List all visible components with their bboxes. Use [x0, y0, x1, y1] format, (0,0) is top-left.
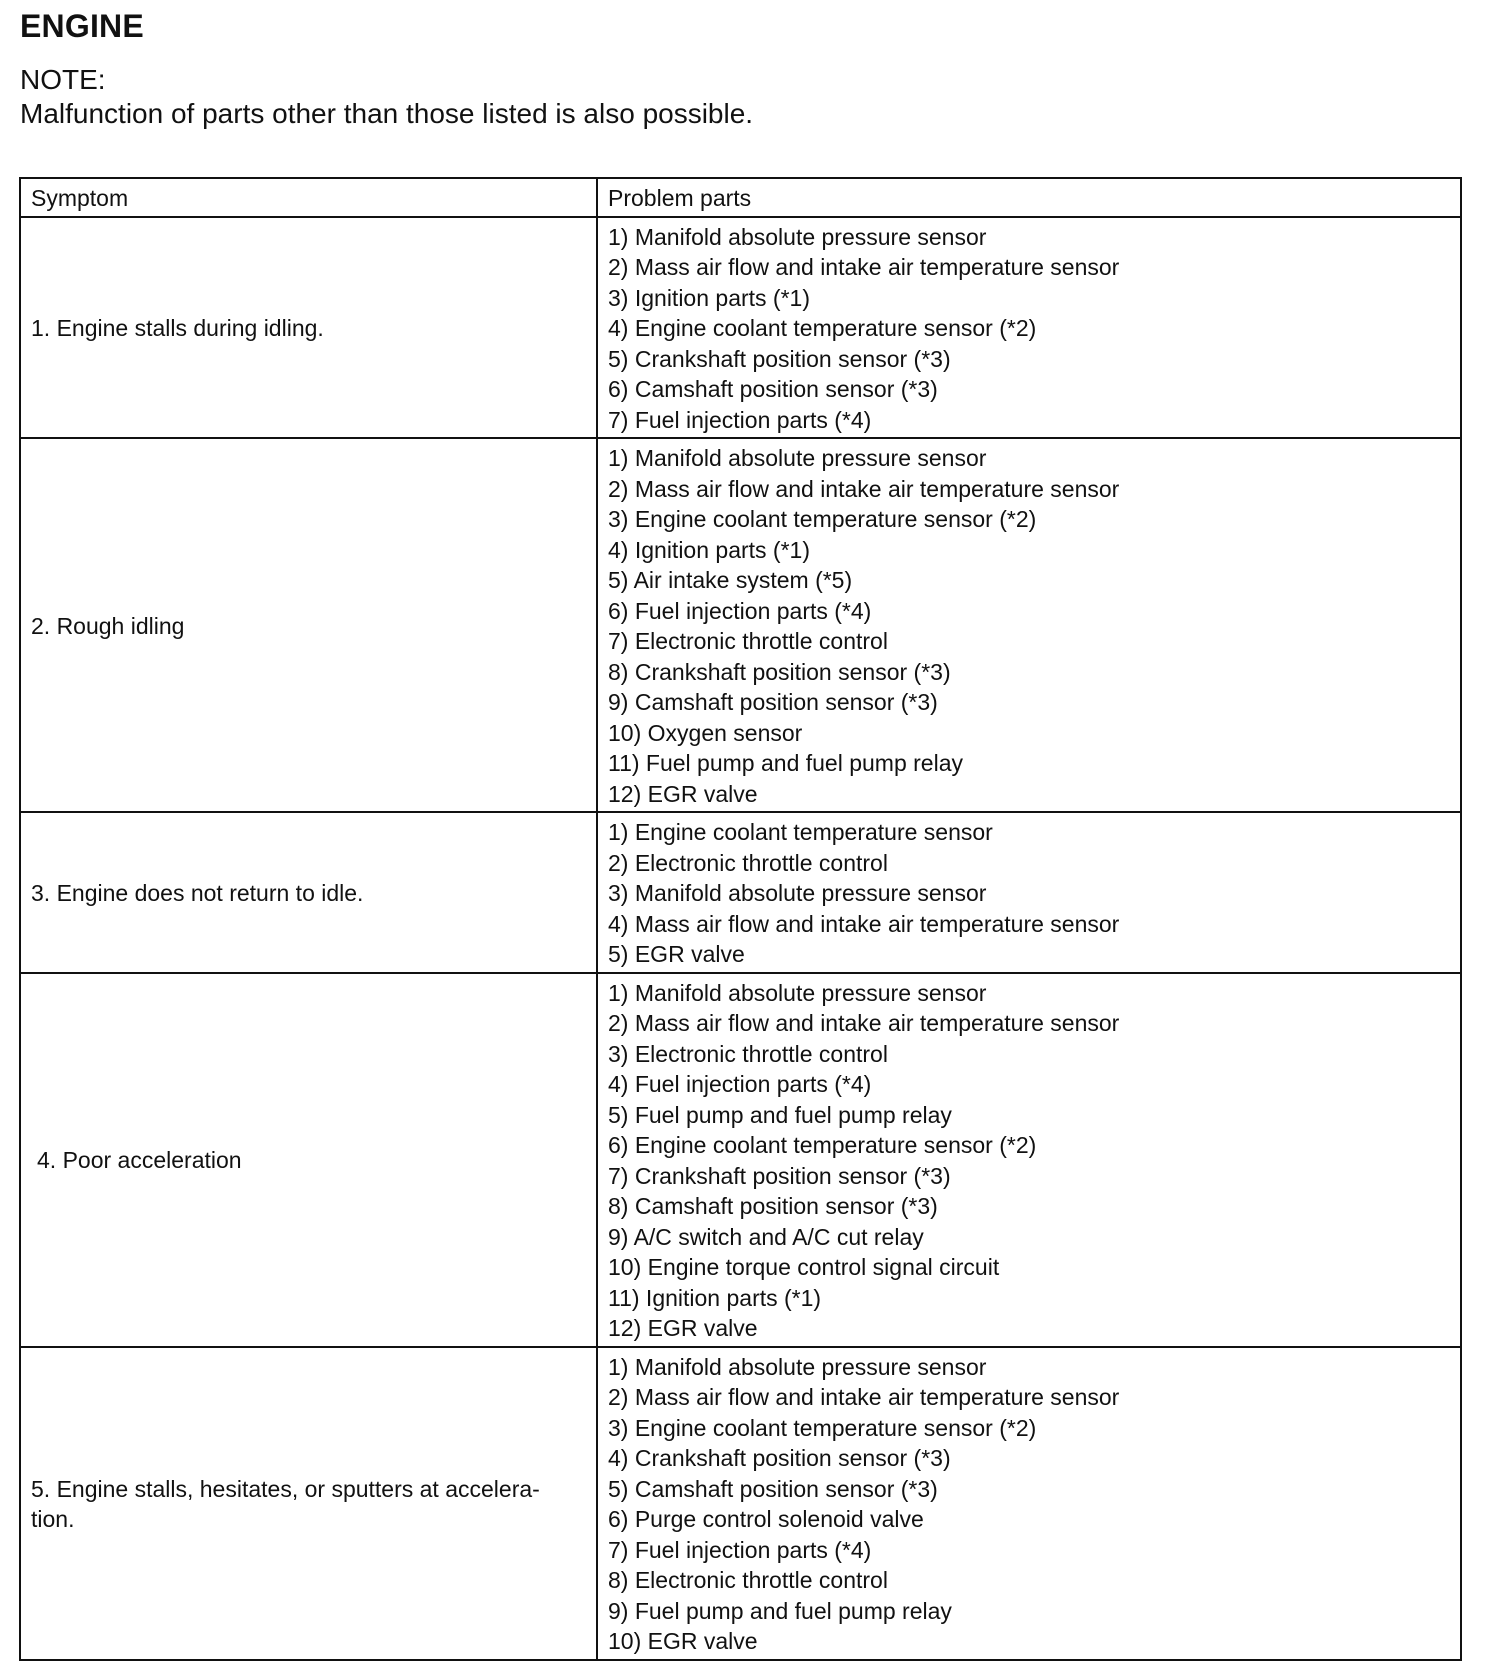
- problem-part-item: 2) Mass air flow and intake air temperature sensor: [608, 1010, 1120, 1036]
- problem-part-item: 4) Engine coolant temperature sensor (*2): [608, 315, 1037, 341]
- problem-part-item: 4) Crankshaft position sensor (*3): [608, 1445, 951, 1471]
- problem-part-item: 1) Manifold absolute pressure sensor: [608, 223, 987, 250]
- problem-part-item: 2) Electronic throttle control: [608, 849, 888, 876]
- problem-part-item: 2) Mass air flow and intake air temperature sensor: [608, 1384, 1120, 1410]
- problem-part-item: 10) EGR valve: [608, 1628, 758, 1654]
- note-text: Malfunction of parts other than those listed is also possible.: [20, 98, 754, 129]
- problem-part-item: 10) Oxygen sensor: [608, 719, 803, 746]
- problem-part-item: 11) Ignition parts (*1): [608, 1284, 822, 1311]
- problem-part-item: 8) Crankshaft position sensor (*3): [608, 658, 951, 685]
- table-row: [20, 812, 1461, 973]
- problem-part-item: 5) Crankshaft position sensor (*3): [608, 345, 951, 372]
- problem-parts-cell: [597, 812, 1461, 973]
- problem-part-item: 1) Manifold absolute pressure sensor: [608, 979, 987, 1006]
- problem-part-item: 7) Fuel injection parts (*4): [608, 1536, 872, 1563]
- symptom-cell: [20, 812, 597, 973]
- problem-part-item: 4) Mass air flow and intake air temperature sensor: [608, 910, 1120, 937]
- symptom-cell: [20, 217, 597, 439]
- problem-part-item: 7) Electronic throttle control: [608, 628, 888, 654]
- problem-part-item: 11) Fuel pump and fuel pump relay: [608, 750, 963, 776]
- symptom-cell: [20, 973, 597, 1347]
- problem-part-item: 6) Camshaft position sensor (*3): [608, 376, 938, 402]
- problem-part-item: 9) Fuel pump and fuel pump relay: [608, 1597, 952, 1624]
- symptom-text: 5. Engine stalls, hesitates, or sputters at accelera-: [31, 1475, 540, 1502]
- problem-parts-cell: [597, 1347, 1461, 1660]
- symptom-table: [19, 177, 1462, 1661]
- symptom-text: 1. Engine stalls during idling.: [31, 315, 324, 341]
- symptom-cell: [20, 1347, 597, 1660]
- problem-part-item: 8) Camshaft position sensor (*3): [608, 1193, 938, 1219]
- problem-parts-column-header: Problem parts: [597, 178, 1461, 217]
- problem-part-item: 9) Camshaft position sensor (*3): [608, 689, 938, 715]
- table-row: [20, 438, 1461, 812]
- problem-part-item: 3) Manifold absolute pressure sensor: [608, 880, 987, 906]
- table-header-row: [20, 178, 1461, 217]
- problem-part-item: 5) Fuel pump and fuel pump relay: [608, 1101, 952, 1128]
- problem-part-item: 2) Mass air flow and intake air temperature sensor: [608, 254, 1120, 280]
- table-row: [20, 1347, 1461, 1660]
- problem-part-item: 3) Ignition parts (*1): [608, 284, 810, 311]
- problem-part-item: 2) Mass air flow and intake air temperature sensor: [608, 475, 1120, 502]
- problem-part-item: 10) Engine torque control signal circuit: [608, 1254, 1000, 1280]
- problem-part-item: 3) Electronic throttle control: [608, 1040, 888, 1067]
- problem-part-item: 4) Fuel injection parts (*4): [608, 1071, 872, 1097]
- symptom-text-continued: tion.: [31, 1506, 75, 1532]
- problem-part-item: 6) Engine coolant temperature sensor (*2): [608, 1132, 1037, 1158]
- table-row: [20, 973, 1461, 1347]
- problem-part-item: 8) Electronic throttle control: [608, 1567, 888, 1593]
- symptom-text: 2. Rough idling: [31, 612, 185, 639]
- problem-part-item: 1) Manifold absolute pressure sensor: [608, 445, 987, 471]
- table-row: [20, 217, 1461, 439]
- symptom-text: 3. Engine does not return to idle.: [31, 880, 364, 906]
- problem-part-item: 5) EGR valve: [608, 941, 745, 967]
- problem-part-item: 1) Engine coolant temperature sensor: [608, 819, 993, 845]
- problem-part-item: 12) EGR valve: [608, 1315, 758, 1341]
- symptom-text: 4. Poor acceleration: [37, 1147, 242, 1174]
- problem-part-item: 12) EGR valve: [608, 780, 758, 807]
- problem-part-item: 9) A/C switch and A/C cut relay: [608, 1223, 924, 1250]
- page-title: ENGINE: [20, 8, 144, 44]
- problem-part-item: 6) Purge control solenoid valve: [608, 1506, 924, 1532]
- problem-part-item: 5) Camshaft position sensor (*3): [608, 1475, 938, 1502]
- problem-parts-cell: [597, 973, 1461, 1347]
- problem-part-item: 3) Engine coolant temperature sensor (*2): [608, 506, 1037, 532]
- problem-part-item: 7) Crankshaft position sensor (*3): [608, 1162, 951, 1189]
- problem-part-item: 1) Manifold absolute pressure sensor: [608, 1353, 987, 1380]
- note-label: NOTE:: [20, 64, 106, 95]
- symptom-column-header: Symptom: [20, 178, 597, 217]
- symptom-cell: [20, 438, 597, 812]
- problem-part-item: 4) Ignition parts (*1): [608, 536, 810, 563]
- problem-part-item: 7) Fuel injection parts (*4): [608, 406, 872, 433]
- problem-parts-cell: [597, 217, 1461, 439]
- problem-parts-cell: [597, 438, 1461, 812]
- problem-part-item: 6) Fuel injection parts (*4): [608, 597, 872, 624]
- problem-part-item: 5) Air intake system (*5): [608, 567, 853, 593]
- problem-part-item: 3) Engine coolant temperature sensor (*2): [608, 1414, 1037, 1441]
